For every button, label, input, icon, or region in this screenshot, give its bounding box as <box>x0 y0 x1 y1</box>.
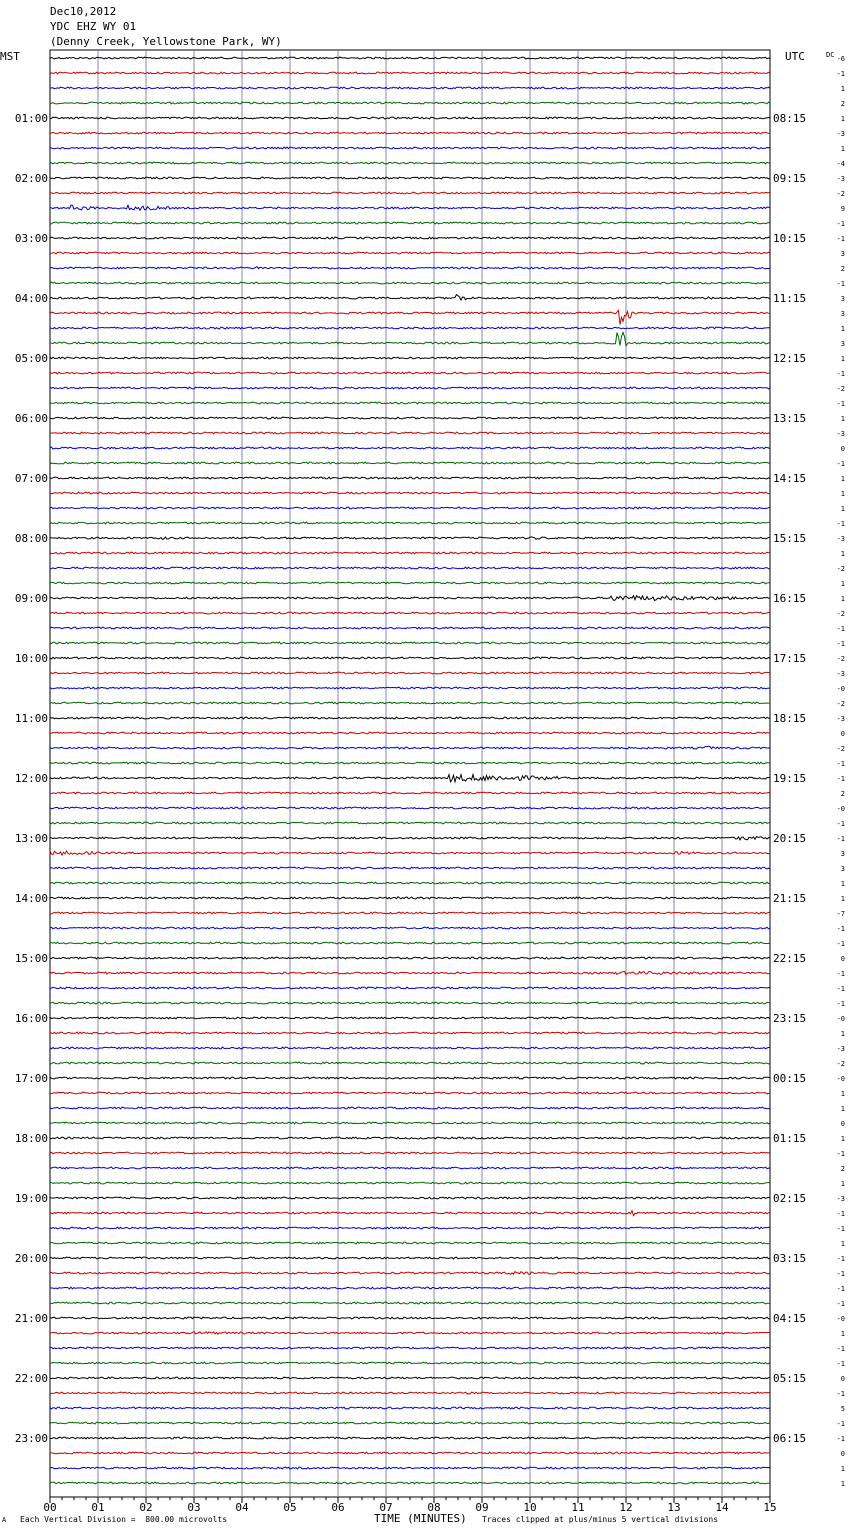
seismic-trace <box>50 1452 770 1454</box>
right-hour-label: 08:15 <box>773 112 807 125</box>
seismic-trace <box>50 1017 770 1019</box>
seismic-trace <box>50 1272 770 1275</box>
dc-offset-label: -1 <box>836 775 845 783</box>
seismic-trace <box>50 687 770 689</box>
dc-offset-label: -2 <box>836 190 845 198</box>
dc-offset-label: 3 <box>840 340 845 348</box>
left-hour-label: 04:00 <box>14 292 48 305</box>
seismic-trace <box>50 971 770 974</box>
dc-offset-label: 3 <box>840 865 845 873</box>
seismic-trace <box>50 822 770 824</box>
dc-offset-label: 1 <box>840 895 845 903</box>
dc-offset-label: -1 <box>836 1150 845 1158</box>
seismic-trace <box>50 1332 770 1335</box>
dc-offset-label: 3 <box>840 295 845 303</box>
right-hour-label: 23:15 <box>773 1012 807 1025</box>
dc-offset-label: -1 <box>836 370 845 378</box>
right-hour-label: 17:15 <box>773 652 807 665</box>
seismic-trace <box>50 477 770 479</box>
seismic-trace <box>50 596 770 601</box>
seismic-trace <box>50 522 770 524</box>
seismic-trace <box>50 132 770 134</box>
seismic-trace <box>50 205 770 210</box>
dc-offset-label: -1 <box>836 1255 845 1263</box>
seismic-trace <box>50 1257 770 1259</box>
seismic-trace <box>50 310 770 324</box>
seismic-trace <box>50 1167 770 1169</box>
x-tick-label: 13 <box>667 1501 681 1514</box>
left-hour-label: 23:00 <box>14 1432 48 1445</box>
seismic-trace <box>50 1092 770 1094</box>
dc-offset-label: -2 <box>836 610 845 618</box>
chart-date: Dec10,2012 <box>50 5 117 18</box>
right-hour-label: 16:15 <box>773 592 807 605</box>
x-tick-label: 15 <box>763 1501 777 1514</box>
left-hour-label: 21:00 <box>14 1312 48 1325</box>
x-tick-label: 03 <box>187 1501 201 1514</box>
dc-offset-label: -6 <box>836 55 845 63</box>
left-hour-label: 11:00 <box>14 712 48 725</box>
seismic-trace <box>50 942 770 944</box>
x-tick-label: 04 <box>235 1501 249 1514</box>
dc-offset-label: -1 <box>836 400 845 408</box>
dc-offset-label: 2 <box>840 1165 845 1173</box>
seismic-trace <box>50 792 770 794</box>
seismic-trace <box>50 1242 770 1244</box>
left-hour-label: 22:00 <box>14 1372 48 1385</box>
seismic-trace <box>50 492 770 494</box>
seismic-trace <box>50 295 770 301</box>
dc-offset-label: -1 <box>836 235 845 243</box>
dc-offset-label: -0 <box>836 685 845 693</box>
seismic-trace <box>50 1377 770 1379</box>
x-tick-label: 11 <box>571 1501 585 1514</box>
dc-offset-label: 0 <box>840 730 845 738</box>
dc-offset-label: -1 <box>836 1420 845 1428</box>
dc-offset-label: -3 <box>836 715 845 723</box>
dc-offset-label: -1 <box>836 1000 845 1008</box>
x-axis-title: TIME (MINUTES) <box>374 1512 467 1525</box>
right-hour-label: 18:15 <box>773 712 807 725</box>
dc-offset-label: 1 <box>840 145 845 153</box>
seismic-trace <box>50 162 770 164</box>
dc-offset-label: 0 <box>840 1120 845 1128</box>
seismic-trace <box>50 537 770 540</box>
right-hour-label: 20:15 <box>773 832 807 845</box>
dc-offset-label: 3 <box>840 310 845 318</box>
dc-offset-label: 1 <box>840 1135 845 1143</box>
seismic-trace <box>50 372 770 374</box>
dc-offset-label: 0 <box>840 955 845 963</box>
seismic-trace <box>50 357 770 359</box>
dc-offset-label: -0 <box>836 805 845 813</box>
dc-offset-label: -1 <box>836 1345 845 1353</box>
dc-offset-label: -0 <box>836 1075 845 1083</box>
dc-offset-label: -1 <box>836 640 845 648</box>
dc-offset-label: 2 <box>840 100 845 108</box>
x-tick-label: 12 <box>619 1501 633 1514</box>
right-hour-label: 10:15 <box>773 232 807 245</box>
seismic-trace <box>50 1122 770 1124</box>
seismic-trace <box>50 432 770 434</box>
seismic-trace <box>50 1407 770 1409</box>
x-tick-label: 07 <box>379 1501 393 1514</box>
seismic-trace <box>50 417 770 419</box>
seismic-trace <box>50 702 770 704</box>
seismic-trace <box>50 1211 770 1216</box>
dc-offset-label: 1 <box>840 550 845 558</box>
seismic-trace <box>50 1152 770 1154</box>
dc-offset-label: 1 <box>840 1180 845 1188</box>
dc-offset-label: -1 <box>836 1285 845 1293</box>
dc-offset-label: -1 <box>836 1360 845 1368</box>
seismic-trace <box>50 332 770 346</box>
seismic-trace <box>50 1002 770 1004</box>
seismic-trace <box>50 867 770 869</box>
seismic-trace <box>50 1437 770 1439</box>
dc-offset-label: -1 <box>836 985 845 993</box>
dc-offset-label: -1 <box>836 460 845 468</box>
seismic-trace <box>50 1347 770 1349</box>
dc-offset-label: 0 <box>840 1450 845 1458</box>
seismic-trace <box>50 117 770 119</box>
dc-offset-label: -1 <box>836 1210 845 1218</box>
seismic-trace <box>50 72 770 74</box>
footer-mark: A <box>2 1516 7 1524</box>
seismic-trace <box>50 1422 770 1424</box>
x-tick-label: 10 <box>523 1501 537 1514</box>
dc-offset-label: -1 <box>836 1270 845 1278</box>
seismic-trace <box>50 837 770 840</box>
dc-offset-label: -3 <box>836 1195 845 1203</box>
chart-location: (Denny Creek, Yellowstone Park, WY) <box>50 35 282 48</box>
dc-column-label: DC <box>826 51 835 59</box>
dc-offset-label: -1 <box>836 1390 845 1398</box>
left-hour-label: 02:00 <box>14 172 48 185</box>
dc-offset-label: 1 <box>840 580 845 588</box>
x-tick-label: 01 <box>91 1501 105 1514</box>
dc-offset-label: -1 <box>836 625 845 633</box>
dc-offset-label: 3 <box>840 250 845 258</box>
seismic-trace <box>50 1032 770 1034</box>
seismic-trace <box>50 147 770 149</box>
right-hour-label: 04:15 <box>773 1312 807 1325</box>
seismic-trace <box>50 57 770 59</box>
dc-offset-label: -2 <box>836 700 845 708</box>
dc-offset-label: 3 <box>840 850 845 858</box>
seismic-trace <box>50 237 770 239</box>
seismic-trace <box>50 775 770 782</box>
dc-offset-label: 9 <box>840 205 845 213</box>
dc-offset-label: -1 <box>836 760 845 768</box>
seismic-trace <box>50 1227 770 1229</box>
seismic-trace <box>50 807 770 809</box>
left-hour-label: 15:00 <box>14 952 48 965</box>
dc-offset-label: 1 <box>840 1465 845 1473</box>
left-hour-label: 13:00 <box>14 832 48 845</box>
seismic-trace <box>50 1077 770 1079</box>
dc-offset-label: -4 <box>836 160 845 168</box>
right-timezone-label: UTC <box>785 50 805 63</box>
left-hour-label: 19:00 <box>14 1192 48 1205</box>
dc-offset-label: -1 <box>836 925 845 933</box>
dc-offset-label: 1 <box>840 1480 845 1488</box>
seismic-trace <box>50 987 770 989</box>
dc-offset-label: -2 <box>836 745 845 753</box>
seismic-trace <box>50 567 770 569</box>
seismic-trace <box>50 642 770 644</box>
left-hour-label: 07:00 <box>14 472 48 485</box>
dc-offset-label: -3 <box>836 175 845 183</box>
dc-offset-label: -1 <box>836 70 845 78</box>
dc-offset-label: -0 <box>836 1015 845 1023</box>
left-hour-label: 09:00 <box>14 592 48 605</box>
dc-offset-label: 1 <box>840 880 845 888</box>
right-hour-label: 22:15 <box>773 952 807 965</box>
right-hour-label: 15:15 <box>773 532 807 545</box>
dc-offset-label: -3 <box>836 430 845 438</box>
seismic-trace <box>50 1182 770 1184</box>
seismic-trace <box>50 1047 770 1049</box>
left-hour-label: 03:00 <box>14 232 48 245</box>
left-hour-label: 18:00 <box>14 1132 48 1145</box>
right-hour-label: 13:15 <box>773 412 807 425</box>
dc-offset-label: -1 <box>836 520 845 528</box>
dc-offset-label: 1 <box>840 505 845 513</box>
seismic-trace <box>50 222 770 224</box>
right-hour-label: 21:15 <box>773 892 807 905</box>
seismic-trace <box>50 267 770 269</box>
right-hour-label: 01:15 <box>773 1132 807 1145</box>
dc-offset-label: 1 <box>840 355 845 363</box>
left-hour-label: 08:00 <box>14 532 48 545</box>
dc-offset-label: -2 <box>836 565 845 573</box>
seismic-trace <box>50 627 770 629</box>
left-hour-label: 06:00 <box>14 412 48 425</box>
dc-offset-label: 1 <box>840 85 845 93</box>
seismic-trace <box>50 1197 770 1199</box>
seismic-trace <box>50 1392 770 1394</box>
dc-offset-label: 1 <box>840 475 845 483</box>
seismic-trace <box>50 177 770 179</box>
right-hour-label: 12:15 <box>773 352 807 365</box>
left-timezone-label: MST <box>0 50 20 63</box>
seismic-trace <box>50 102 770 104</box>
dc-offset-label: -2 <box>836 655 845 663</box>
seismic-trace <box>50 327 770 329</box>
seismic-trace <box>50 912 770 914</box>
dc-offset-label: 0 <box>840 445 845 453</box>
dc-offset-label: -7 <box>836 910 845 918</box>
dc-offset-label: -2 <box>836 385 845 393</box>
seismic-trace <box>50 851 770 855</box>
dc-offset-label: 0 <box>840 1375 845 1383</box>
dc-offset-label: 1 <box>840 1030 845 1038</box>
seismic-trace <box>50 762 770 764</box>
right-hour-label: 14:15 <box>773 472 807 485</box>
seismic-trace <box>50 927 770 929</box>
seismic-trace <box>50 897 770 899</box>
seismic-trace <box>50 1467 770 1469</box>
seismic-trace <box>50 1317 770 1319</box>
seismic-trace <box>50 612 770 614</box>
left-hour-label: 17:00 <box>14 1072 48 1085</box>
dc-offset-label: 2 <box>840 265 845 273</box>
x-tick-label: 09 <box>475 1501 489 1514</box>
chart-station: YDC EHZ WY 01 <box>50 20 137 33</box>
seismic-trace <box>50 582 770 584</box>
dc-offset-label: 1 <box>840 325 845 333</box>
dc-offset-label: -3 <box>836 535 845 543</box>
right-hour-label: 05:15 <box>773 1372 807 1385</box>
dc-offset-label: -1 <box>836 940 845 948</box>
x-tick-label: 02 <box>139 1501 153 1514</box>
right-hour-label: 11:15 <box>773 292 807 305</box>
seismic-trace <box>50 657 770 659</box>
seismic-trace <box>50 447 770 449</box>
dc-offset-label: -1 <box>836 970 845 978</box>
dc-offset-label: -1 <box>836 220 845 228</box>
x-tick-label: 14 <box>715 1501 729 1514</box>
dc-offset-label: -1 <box>836 1225 845 1233</box>
dc-offset-label: -2 <box>836 1060 845 1068</box>
seismic-trace <box>50 1482 770 1484</box>
dc-offset-label: -1 <box>836 820 845 828</box>
dc-offset-label: -1 <box>836 1435 845 1443</box>
seismic-trace <box>50 252 770 254</box>
dc-offset-label: 1 <box>840 595 845 603</box>
seismic-trace <box>50 732 770 734</box>
seismic-trace <box>50 1287 770 1289</box>
right-hour-label: 00:15 <box>773 1072 807 1085</box>
clip-note: Traces clipped at plus/minus 5 vertical divisions <box>482 1515 719 1524</box>
x-tick-label: 00 <box>43 1501 57 1514</box>
dc-offset-label: 1 <box>840 1330 845 1338</box>
dc-offset-label: -3 <box>836 670 845 678</box>
left-hour-label: 14:00 <box>14 892 48 905</box>
left-hour-label: 05:00 <box>14 352 48 365</box>
seismic-trace <box>50 957 770 959</box>
right-hour-label: 19:15 <box>773 772 807 785</box>
dc-offset-label: 1 <box>840 1240 845 1248</box>
seismic-trace <box>50 87 770 89</box>
seismic-trace <box>50 717 770 719</box>
seismic-trace <box>50 1137 770 1139</box>
seismic-trace <box>50 282 770 284</box>
x-tick-label: 08 <box>427 1501 441 1514</box>
dc-offset-label: 1 <box>840 490 845 498</box>
right-hour-label: 09:15 <box>773 172 807 185</box>
dc-offset-label: -1 <box>836 835 845 843</box>
dc-offset-label: 2 <box>840 790 845 798</box>
dc-offset-label: -3 <box>836 1045 845 1053</box>
seismic-trace <box>50 672 770 674</box>
right-hour-label: 06:15 <box>773 1432 807 1445</box>
seismic-trace <box>50 746 770 749</box>
seismic-trace <box>50 192 770 194</box>
seismic-trace <box>50 552 770 554</box>
seismic-trace <box>50 462 770 464</box>
dc-offset-label: -1 <box>836 1300 845 1308</box>
seismic-trace <box>50 507 770 509</box>
scale-note: Each Vertical Division = 800.00 microvolts <box>20 1515 228 1524</box>
seismic-trace <box>50 387 770 389</box>
x-tick-label: 05 <box>283 1501 297 1514</box>
dc-offset-label: 5 <box>840 1405 845 1413</box>
x-tick-label: 06 <box>331 1501 345 1514</box>
seismic-trace <box>50 402 770 404</box>
left-hour-label: 10:00 <box>14 652 48 665</box>
dc-offset-label: 1 <box>840 1090 845 1098</box>
right-hour-label: 02:15 <box>773 1192 807 1205</box>
dc-offset-label: 1 <box>840 1105 845 1113</box>
right-hour-label: 03:15 <box>773 1252 807 1265</box>
seismic-trace <box>50 882 770 884</box>
seismic-trace <box>50 1107 770 1109</box>
left-hour-label: 12:00 <box>14 772 48 785</box>
dc-offset-label: -1 <box>836 280 845 288</box>
left-hour-label: 16:00 <box>14 1012 48 1025</box>
dc-offset-label: -3 <box>836 130 845 138</box>
seismic-trace <box>50 1062 770 1064</box>
left-hour-label: 20:00 <box>14 1252 48 1265</box>
dc-offset-label: 1 <box>840 115 845 123</box>
left-hour-label: 01:00 <box>14 112 48 125</box>
dc-offset-label: 1 <box>840 415 845 423</box>
seismic-trace <box>50 1302 770 1304</box>
dc-offset-label: -0 <box>836 1315 845 1323</box>
seismic-trace <box>50 1362 770 1364</box>
